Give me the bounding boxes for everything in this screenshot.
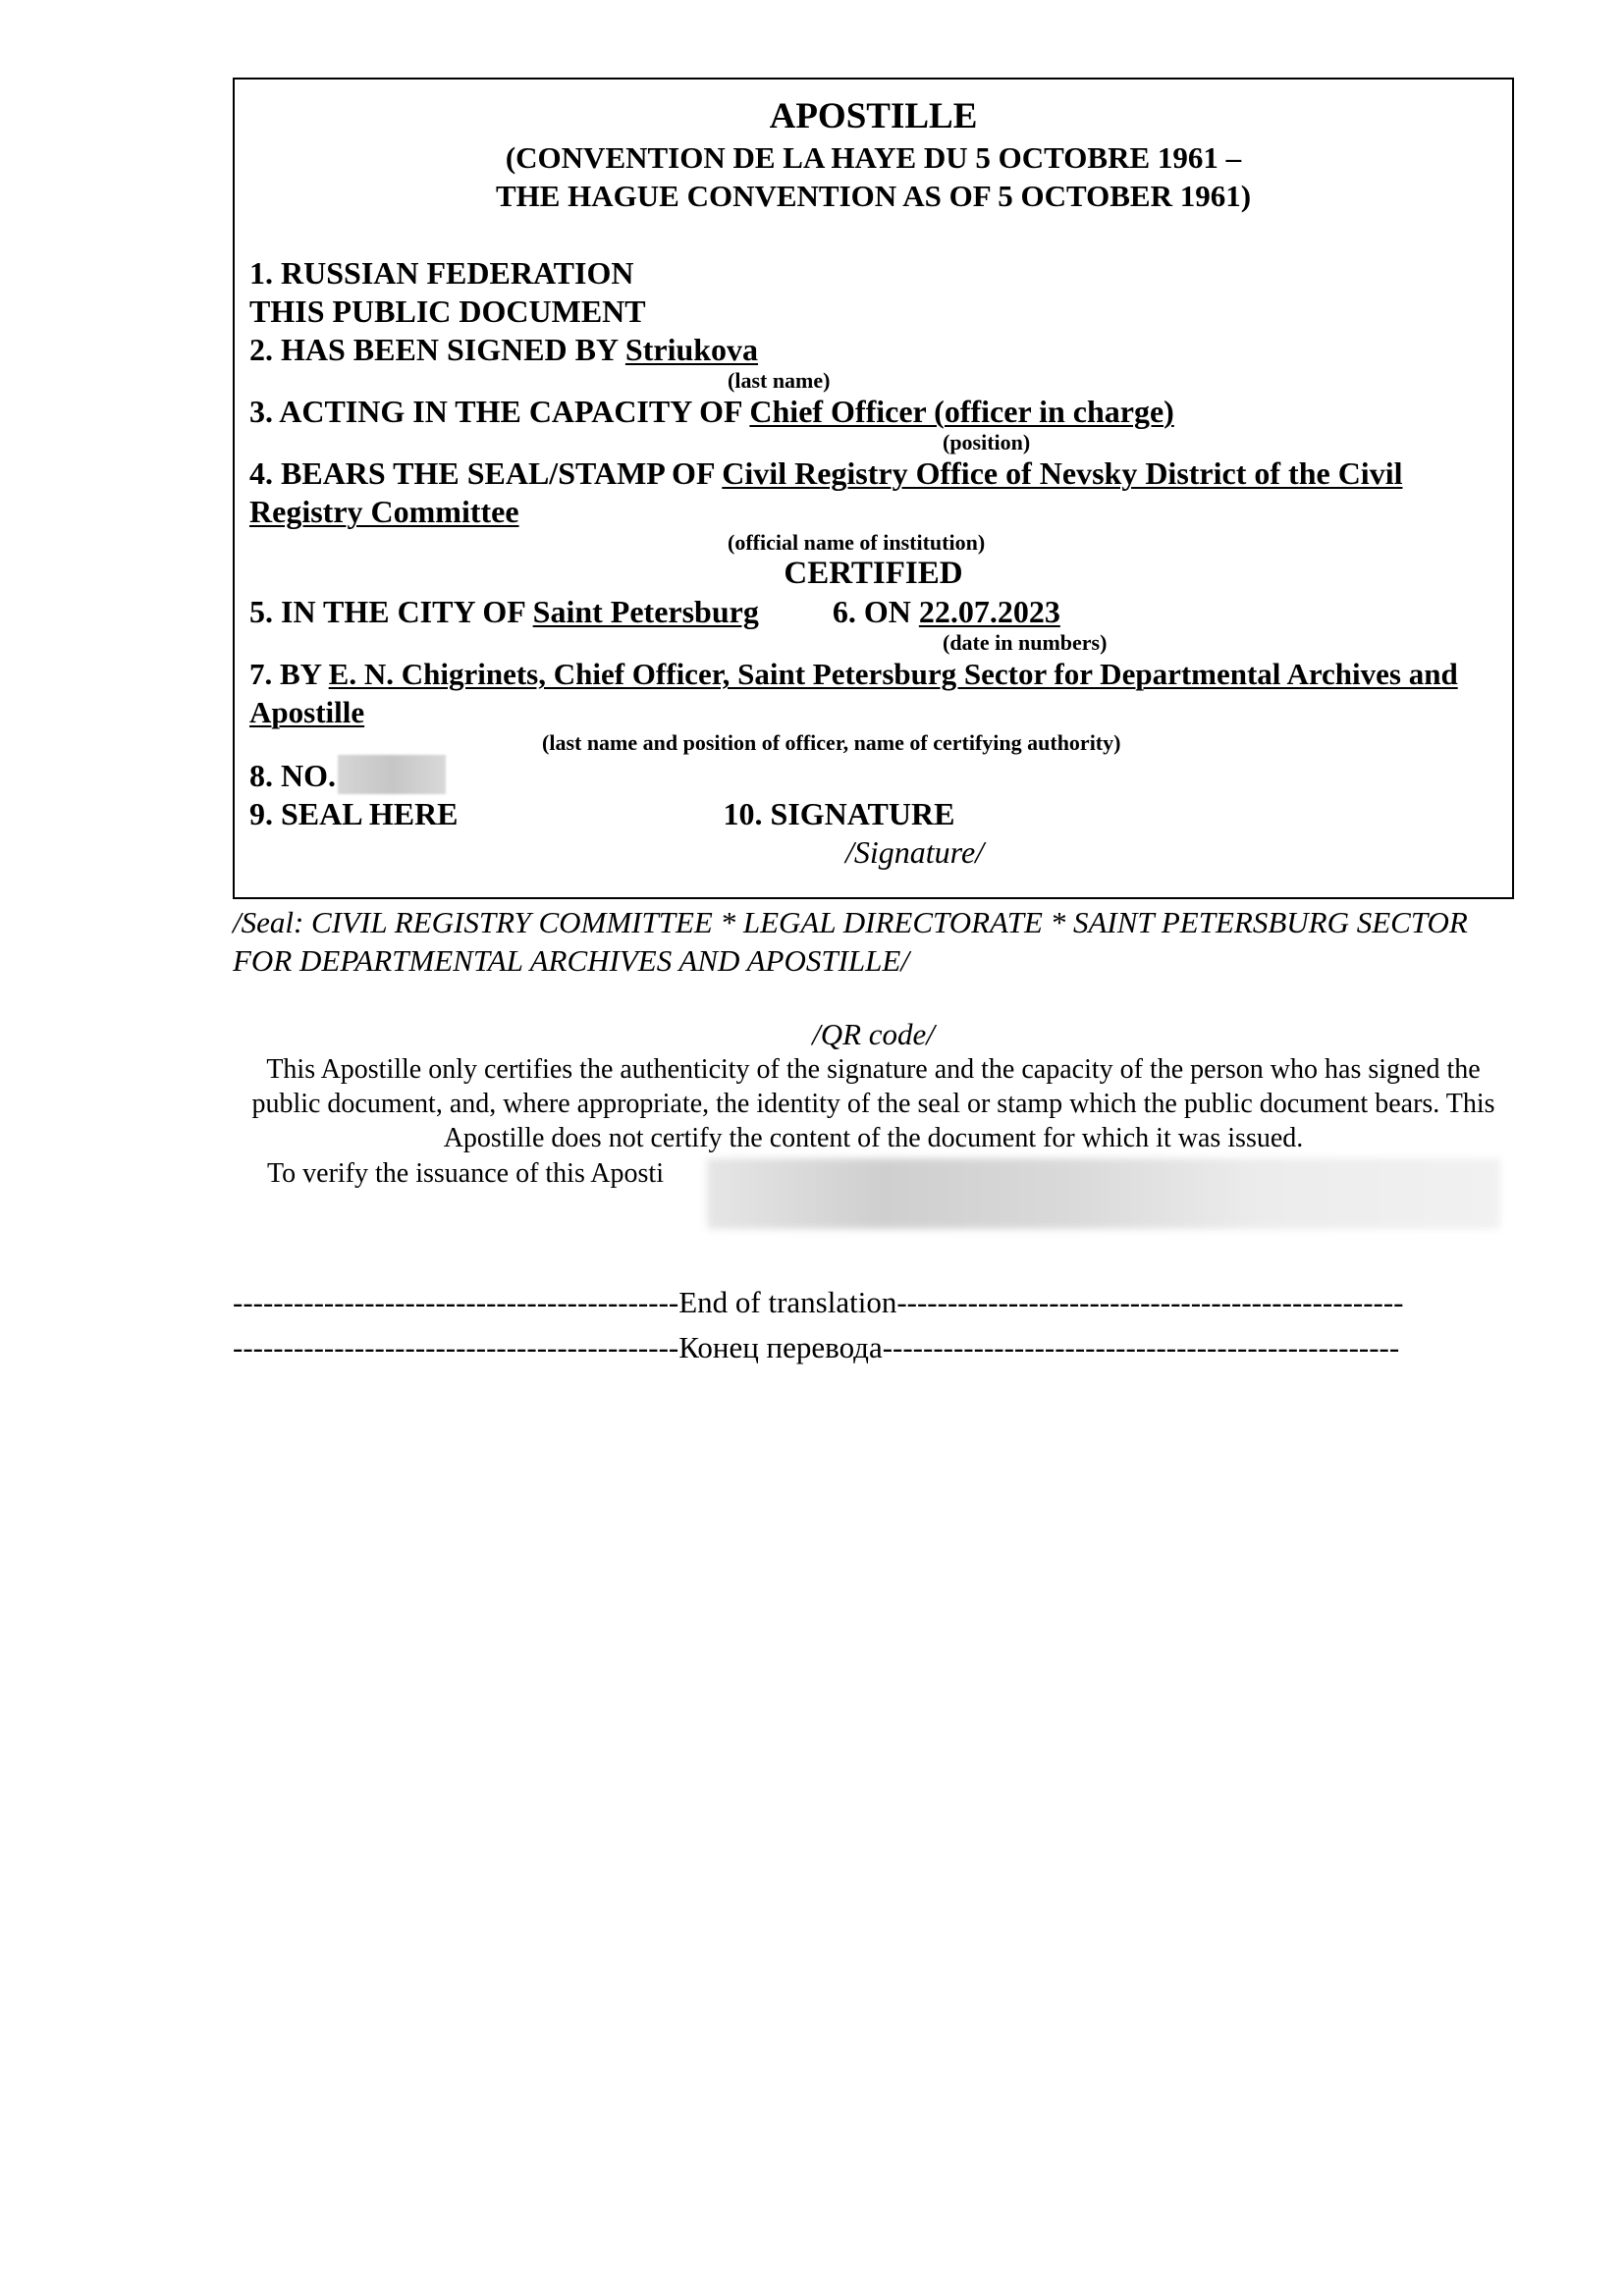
apostille-box — [233, 78, 1514, 899]
item-4-label: 4. BEARS THE SEAL/STAMP OF — [249, 455, 723, 491]
item-9-label: 9. SEAL HERE — [249, 796, 459, 831]
item-8-number — [249, 755, 1497, 795]
item-2-value: Striukova — [624, 332, 759, 367]
item-6-value: 22.07.2023 — [918, 594, 1060, 629]
item-3-caption: (position) — [943, 430, 1031, 454]
item-7-label: 7. BY — [249, 657, 329, 691]
qr-code-caption: /QR code/ — [812, 1017, 935, 1051]
item-7-value: E. N. Chigrinets, Chief Officer, Saint Petersburg Sector for Departmental Archives and Apostille — [249, 657, 1458, 729]
item-8-label: 8. NO. — [249, 758, 336, 793]
item-2-signed-by — [249, 331, 1497, 369]
end-of-translation-en: --------------------------------------------End of translation-------------------------------------------------- — [233, 1285, 1404, 1319]
item-4-caption: (official name of institution) — [728, 530, 986, 555]
item-5-6-city-date — [249, 593, 1497, 631]
convention-line-2: THE HAGUE CONVENTION AS OF 5 OCTOBER 1961) — [495, 179, 1252, 213]
apostille-notice: This Apostille only certifies the authenticity of the signature and the capacity of the person who has signed the public document, and, where appropriate, the identity of the seal or stamp which the public document bears. This Apostille does not certify the content of the document for which it was issued. — [251, 1054, 1495, 1153]
seal-caption: /Seal: CIVIL REGISTRY COMMITTEE * LEGAL DIRECTORATE * SAINT PETERSBURG SECTOR FOR DEPARTMENTAL ARCHIVES AND APOSTILLE/ — [233, 905, 1468, 978]
apostille-title: APOSTILLE — [769, 96, 978, 136]
item-2-caption: (last name) — [728, 368, 831, 393]
item-9-10-row — [249, 795, 1497, 833]
convention-line-1: (CONVENTION DE LA HAYE DU 5 OCTOBRE 1961 – — [505, 140, 1242, 175]
item-4-value: Civil Registry Office of Nevsky District of the Civil Registry Committee — [249, 455, 1403, 529]
redacted-number — [338, 755, 446, 794]
item-5-value: Saint Petersburg — [532, 594, 759, 629]
redacted-verification-details — [707, 1158, 1500, 1229]
verification-text: To verify the issuance of this Aposti — [267, 1158, 664, 1189]
end-of-translation-ru: --------------------------------------------Конец перевода--------------------------------------------------- — [233, 1330, 1400, 1364]
item-7-caption: (last name and position of officer, name of certifying authority) — [542, 730, 1121, 755]
item-1-document: THIS PUBLIC DOCUMENT — [249, 294, 646, 329]
item-5-label: 5. IN THE CITY OF — [249, 594, 533, 629]
item-1-country: 1. RUSSIAN FEDERATION — [249, 255, 634, 291]
apostille-content — [249, 95, 1497, 889]
item-3-label: 3. ACTING IN THE CAPACITY OF — [249, 394, 750, 429]
item-3-value: Chief Officer (officer in charge) — [749, 394, 1174, 429]
item-2-label: 2. HAS BEEN SIGNED BY — [249, 332, 625, 367]
certified-heading: CERTIFIED — [784, 556, 963, 591]
item-6-caption: (date in numbers) — [943, 630, 1108, 655]
item-3-capacity — [249, 393, 1497, 431]
item-7-by — [249, 655, 1497, 731]
signature-placeholder: /Signature/ — [845, 834, 985, 870]
item-4-seal-of — [249, 454, 1497, 531]
item-6-label: 6. ON — [832, 594, 919, 629]
item-10-label: 10. SIGNATURE — [723, 796, 955, 831]
